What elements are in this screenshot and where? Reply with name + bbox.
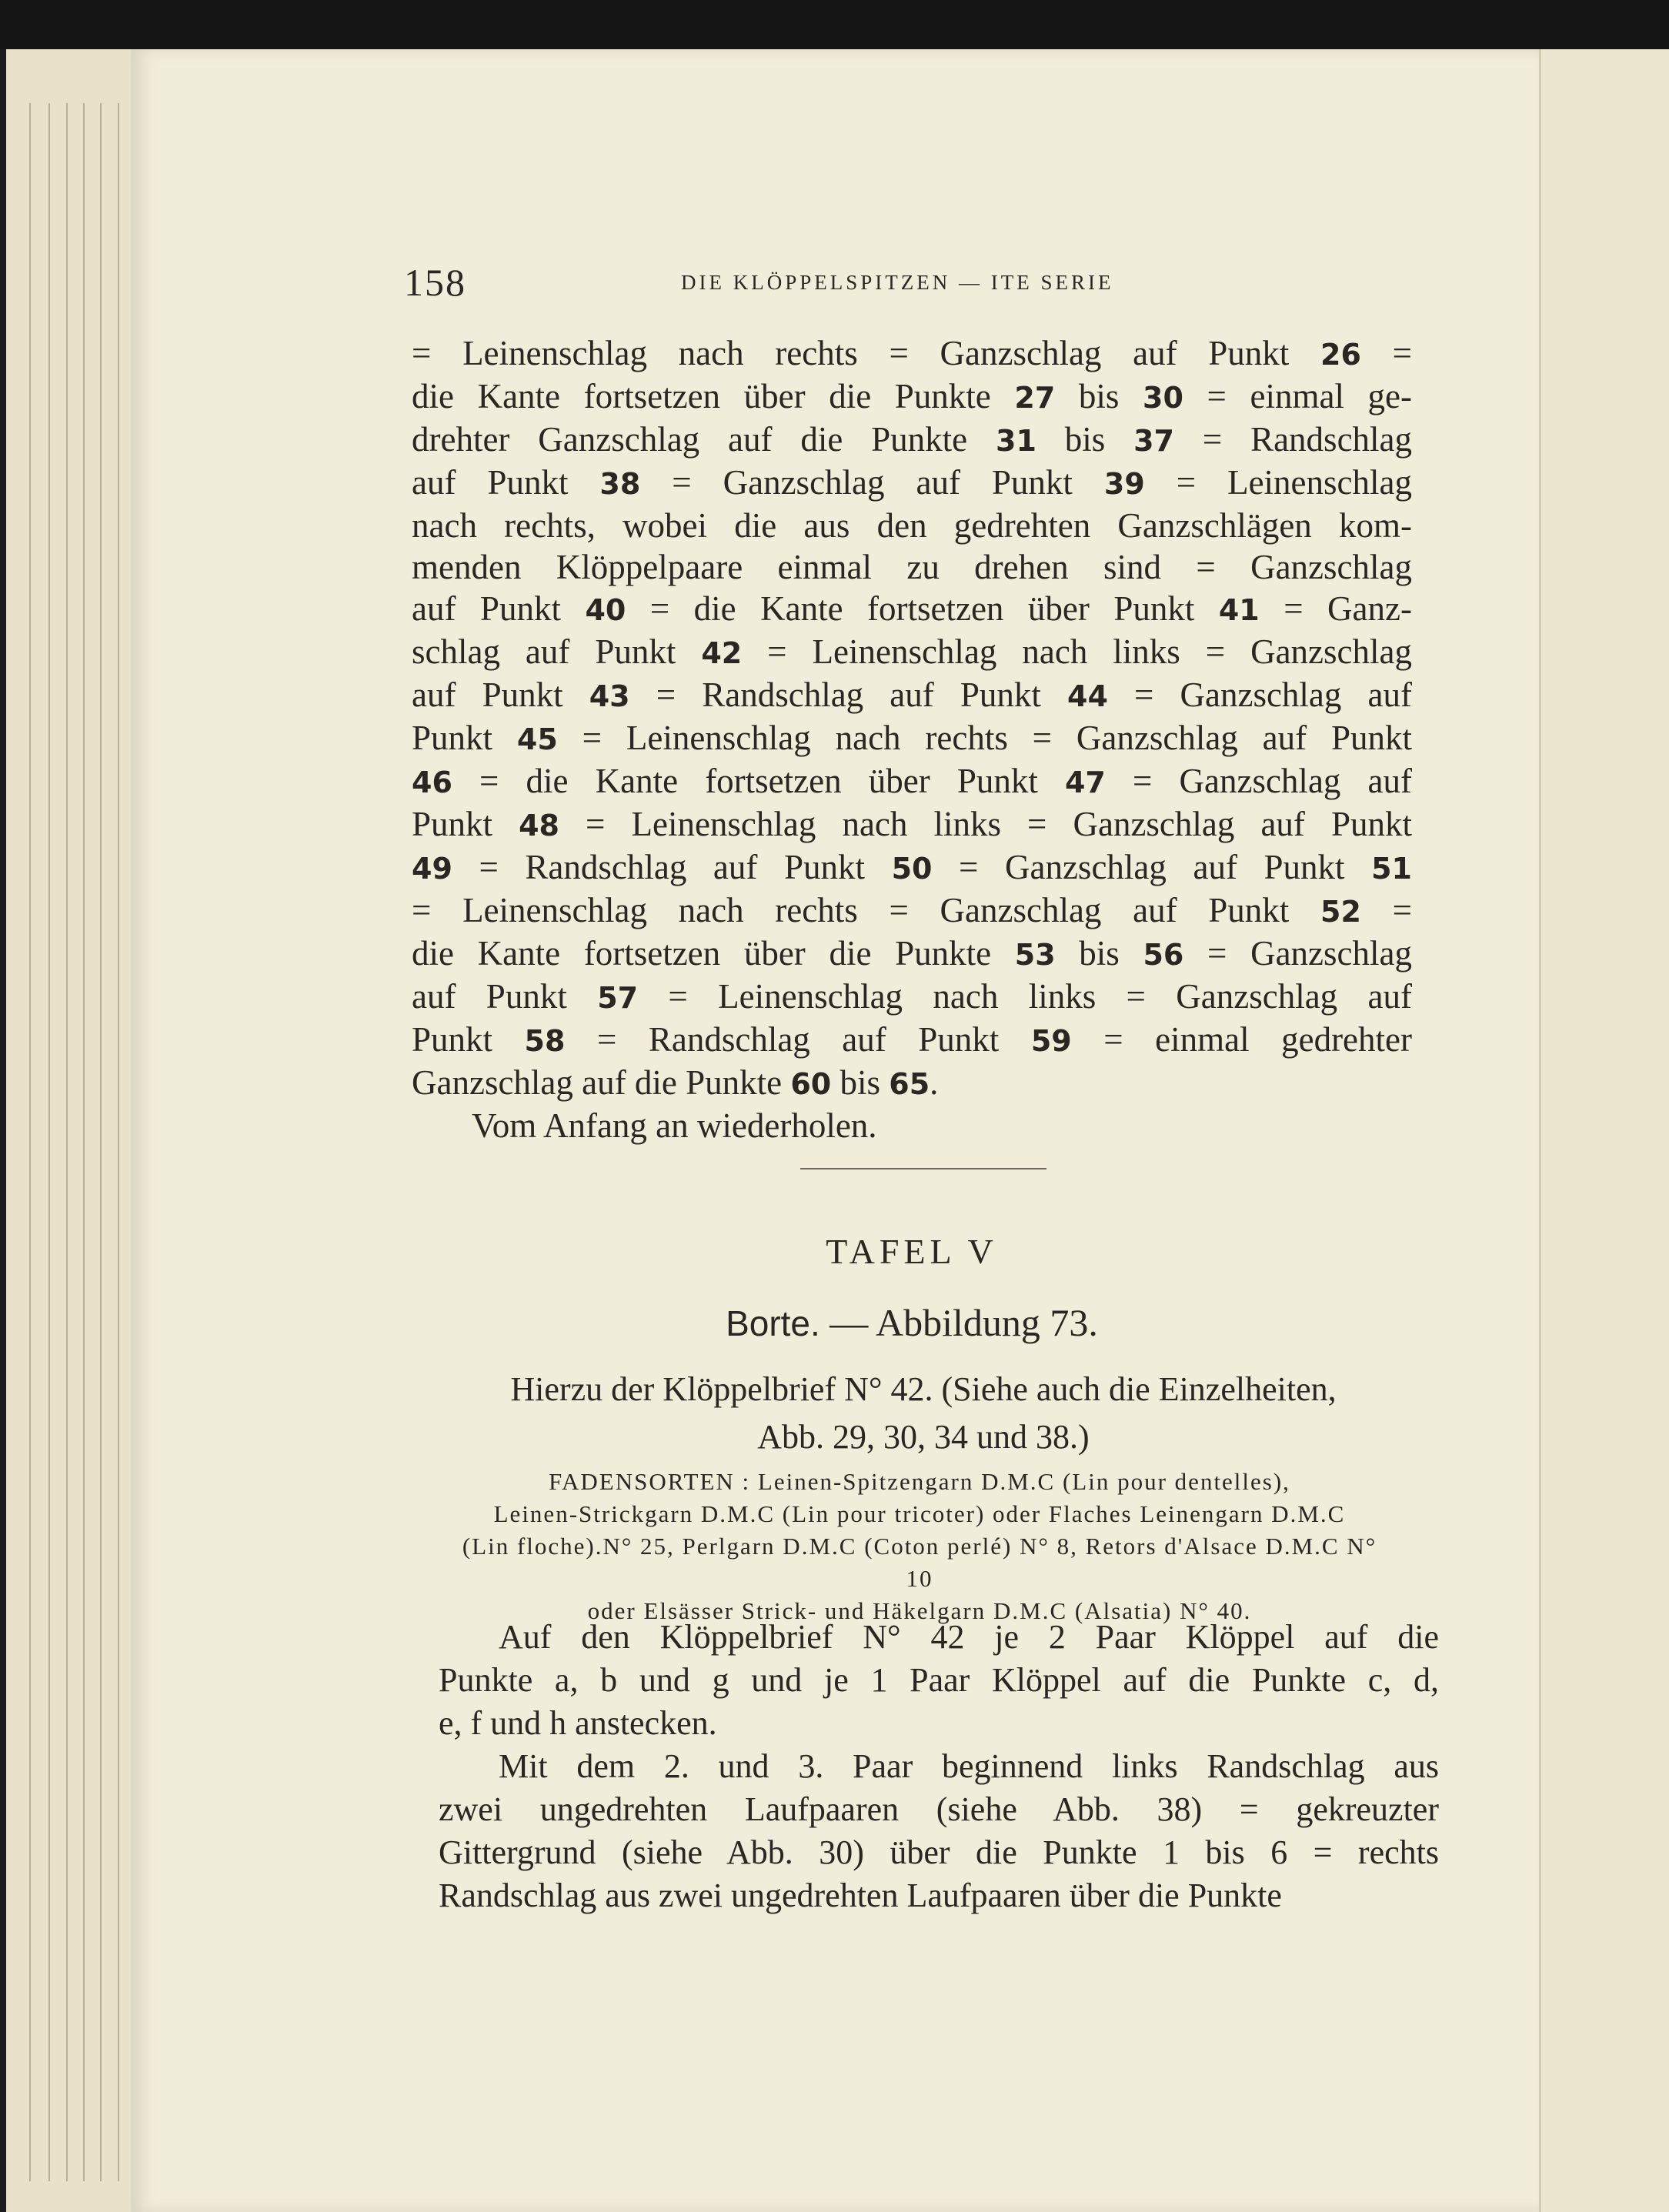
text-line: = Leinenschlag nach rechts = Ganzschlag auf Punkt 52 =: [412, 891, 1412, 929]
text-line: die Kante fortsetzen über die Punkte 53 bis 56 = Ganzschlag: [412, 934, 1412, 973]
plate-title: TAFEL V: [826, 1232, 998, 1271]
text-line: auf Punkt 38 = Ganzschlag auf Punkt 39 = Leinenschlag: [412, 463, 1412, 502]
page-edge-line: [83, 103, 85, 2181]
text-line: menden Klöppelpaare einmal zu drehen sind = Ganzschlag: [412, 548, 1412, 586]
paragraph-setup: [439, 1616, 1439, 1745]
text-line: Gittergrund (siehe Abb. 30) über die Punkte 1 bis 6 = rechts: [439, 1833, 1439, 1871]
paragraph-start: [439, 1745, 1439, 1917]
text-line: Punkt 48 = Leinenschlag nach links = Ganzschlag auf Punkt: [412, 805, 1412, 843]
page-edge-line: [48, 103, 50, 2181]
pattern-reference: [431, 1366, 1416, 1461]
figure-name: Borte.: [726, 1303, 820, 1343]
running-title: DIE KLÖPPELSPITZEN — ITE SERIE: [681, 271, 1114, 294]
text-line: Ganzschlag auf die Punkte 60 bis 65.: [412, 1063, 939, 1102]
reference-line: Hierzu der Klöppelbrief N° 42. (Siehe auch die Einzelheiten,: [510, 1370, 1337, 1408]
text-line: Randschlag aus zwei ungedrehten Laufpaaren über die Punkte: [439, 1877, 1282, 1914]
materials-line: oder Elsässer Strick- und Häkelgarn D.M.C (Alsatia) N° 40.: [587, 1597, 1252, 1624]
text-line: drehter Ganzschlag auf die Punkte 31 bis 37 = Randschlag: [412, 420, 1413, 459]
text-line: zwei ungedrehten Laufpaaren (siehe Abb. 38) = gekreuzter: [439, 1790, 1439, 1828]
text-line: Mit dem 2. und 3. Paar beginnend links Randschlag aus: [499, 1747, 1440, 1785]
materials-line: FADENSORTEN : Leinen-Spitzengarn D.M.C (Lin pour dentelles),: [549, 1468, 1290, 1495]
page-edge-line: [29, 103, 31, 2181]
figure-caption: — Abbildung 73.: [829, 1301, 1098, 1344]
text-line: nach rechts, wobei die aus den gedrehten Ganzschlägen kom-: [412, 506, 1412, 545]
page-edge-line: [66, 103, 68, 2181]
reference-line: Abb. 29, 30, 34 und 38.): [757, 1418, 1090, 1456]
text-line: Punkte a, b und g und je 1 Paar Klöppel auf die Punkte c, d,: [439, 1661, 1439, 1699]
page-number: 158: [404, 261, 466, 304]
page-header: [404, 260, 1212, 306]
text-line: Auf den Klöppelbrief N° 42 je 2 Paar Klöppel auf die: [499, 1618, 1440, 1656]
text-line: 49 = Randschlag auf Punkt 50 = Ganzschlag auf Punkt 51: [412, 848, 1412, 886]
text-line: schlag auf Punkt 42 = Leinenschlag nach links = Ganzschlag: [412, 632, 1412, 671]
text-line: die Kante fortsetzen über die Punkte 27 bis 30 = einmal ge-: [412, 377, 1413, 415]
text-line: auf Punkt 40 = die Kante fortsetzen über Punkt 41 = Ganz-: [412, 589, 1412, 628]
book-page-edges: [6, 49, 145, 2212]
page-edge-line: [118, 103, 119, 2181]
text-line: = Leinenschlag nach rechts = Ganzschlag auf Punkt 26 =: [412, 334, 1412, 372]
materials-line: (Lin floche).N° 25, Perlgarn D.M.C (Coton perlé) N° 8, Retors d'Alsace D.M.C N° 10: [462, 1533, 1377, 1592]
scan-background: [0, 0, 1669, 49]
body-text-bottom: [439, 1616, 1439, 1917]
figure-title: [412, 1300, 1412, 1345]
thread-materials: [446, 1466, 1393, 1627]
materials-line: Leinen-Strickgarn D.M.C (Lin pour tricoter) oder Flaches Leinengarn D.M.C: [493, 1500, 1346, 1527]
section-divider: [800, 1168, 1046, 1169]
paragraph-instructions: [412, 332, 1412, 1105]
facing-page-edge: [1539, 49, 1669, 2212]
text-line: Punkt 45 = Leinenschlag nach rechts = Ganzschlag auf Punkt: [412, 719, 1412, 757]
text-line: e, f und h anstecken.: [439, 1704, 717, 1742]
paragraph-repeat: Vom Anfang an wiederholen.: [472, 1106, 877, 1145]
text-line: Punkt 58 = Randschlag auf Punkt 59 = einmal gedrehter: [412, 1020, 1412, 1059]
page-edge-line: [100, 103, 102, 2181]
body-text-top: [412, 332, 1412, 1146]
text-line: 46 = die Kante fortsetzen über Punkt 47 = Ganzschlag auf: [412, 762, 1412, 800]
text-line: auf Punkt 43 = Randschlag auf Punkt 44 = Ganzschlag auf: [412, 676, 1412, 714]
text-line: auf Punkt 57 = Leinenschlag nach links = Ganzschlag auf: [412, 977, 1412, 1016]
